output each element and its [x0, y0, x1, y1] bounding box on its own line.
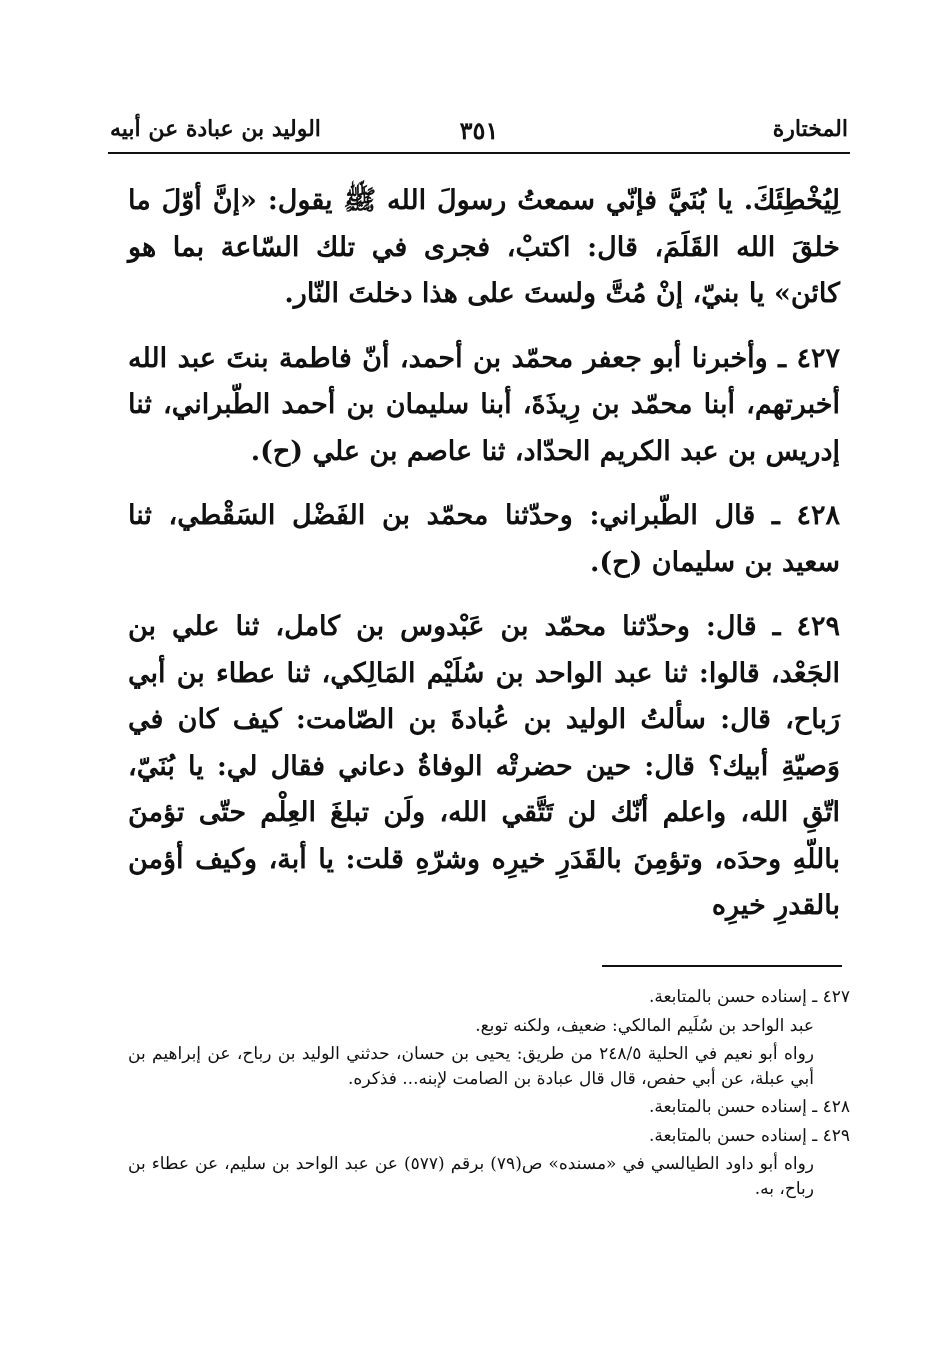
- paragraph-427: ٤٢٧ ـ وأخبرنا أبو جعفر محمّد بن أحمد، أنّ فاطمة بنتَ عبد الله أخبرتهم، أبنا محمّد بن رِيذَةَ، أبنا سليمان بن أحمد الطّبراني، ثنا إدريس بن عبد الكريم الحدّاد، ثنا عاصم بن علي (ح).: [128, 342, 840, 467]
- footnote-427-narrator-note: عبد الواحد بن سُلَيم المالكي: ضعيف، ولكنه توبع.: [475, 1015, 814, 1036]
- page-number: ٣٥١: [459, 116, 499, 145]
- paragraph-428: ٤٢٨ ـ قال الطّبراني: وحدّثنا محمّد بن الفَضْل السَقْطي، ثنا سعيد بن سليمان (ح).: [128, 500, 840, 578]
- footnote-427: ٤٢٧ ـ إسناده حسن بالمتابعة.: [648, 987, 850, 1007]
- header-book-title: المختارة: [772, 116, 848, 142]
- paragraph-429: ٤٢٩ ـ قال: وحدّثنا محمّد بن عَبْدوس بن كامل، ثنا علي بن الجَعْد، قالوا: ثنا عبد الواحد بن سُلَيْم المَالِكي، ثنا عطاء بن أبي رَباح، قال: سألتُ الوليد بن عُبادةَ بن الصّامت: كيف كان في وَصيّةِ أبيك؟ قال: حين حضرتْه الوفاةُ دعاني فقال لي: يا بُنَيّ، اتّقِ الله، واعلم أنّك لن تَتَّقي الله، ولَن تبلغَ العِلْم حتّى تؤمنَ باللّهِ وحدَه، وتؤمِنَ بالقَدَرِ خيرِه وشرّهِ قلت: يا أبة، وكيف أؤمن بالقدرِ خيرِه: [128, 611, 841, 921]
- footnote-429-source: رواه أبو داود الطيالسي في «مسنده» ص(٧٩) برقم (٥٧٧) عن عبد الواحد بن سليم، عن عطاء بن رباح، به.: [128, 1154, 814, 1199]
- footnote-428: ٤٢٨ ـ إسناده حسن بالمتابعة.: [648, 1097, 850, 1117]
- main-text: [128, 178, 840, 930]
- footnote-429: ٤٢٩ ـ إسناده حسن بالمتابعة.: [648, 1125, 850, 1146]
- footnotes: [128, 985, 850, 1205]
- running-header: [108, 112, 850, 154]
- header-section-title: الوليد بن عبادة عن أبيه: [110, 116, 321, 142]
- paragraph-continuation: لِيُخْطِئَكَ. يا بُنَيَّ فإنّي سمعتُ رسولَ الله ﷺ يقول: «إنَّ أوّلَ ما خلقَ الله القَلَمَ، قال: اكتبْ، فجرى في تلك السّاعة بما هو كائن» يا بنيّ، إنْ مُتَّ ولستَ على هذا دخلتَ النّار.: [128, 185, 840, 309]
- footnote-427-source: رواه أبو نعيم في الحلية ٢٤٨/٥ من طريق: يحيى بن حسان، حدثني الوليد بن رباح، عن إبراهيم بن أبي عبلة، عن أبي حفص، قال قال عبادة بن الصامت لإبنه... فذكره.: [128, 1044, 814, 1089]
- footnote-separator: [602, 965, 842, 967]
